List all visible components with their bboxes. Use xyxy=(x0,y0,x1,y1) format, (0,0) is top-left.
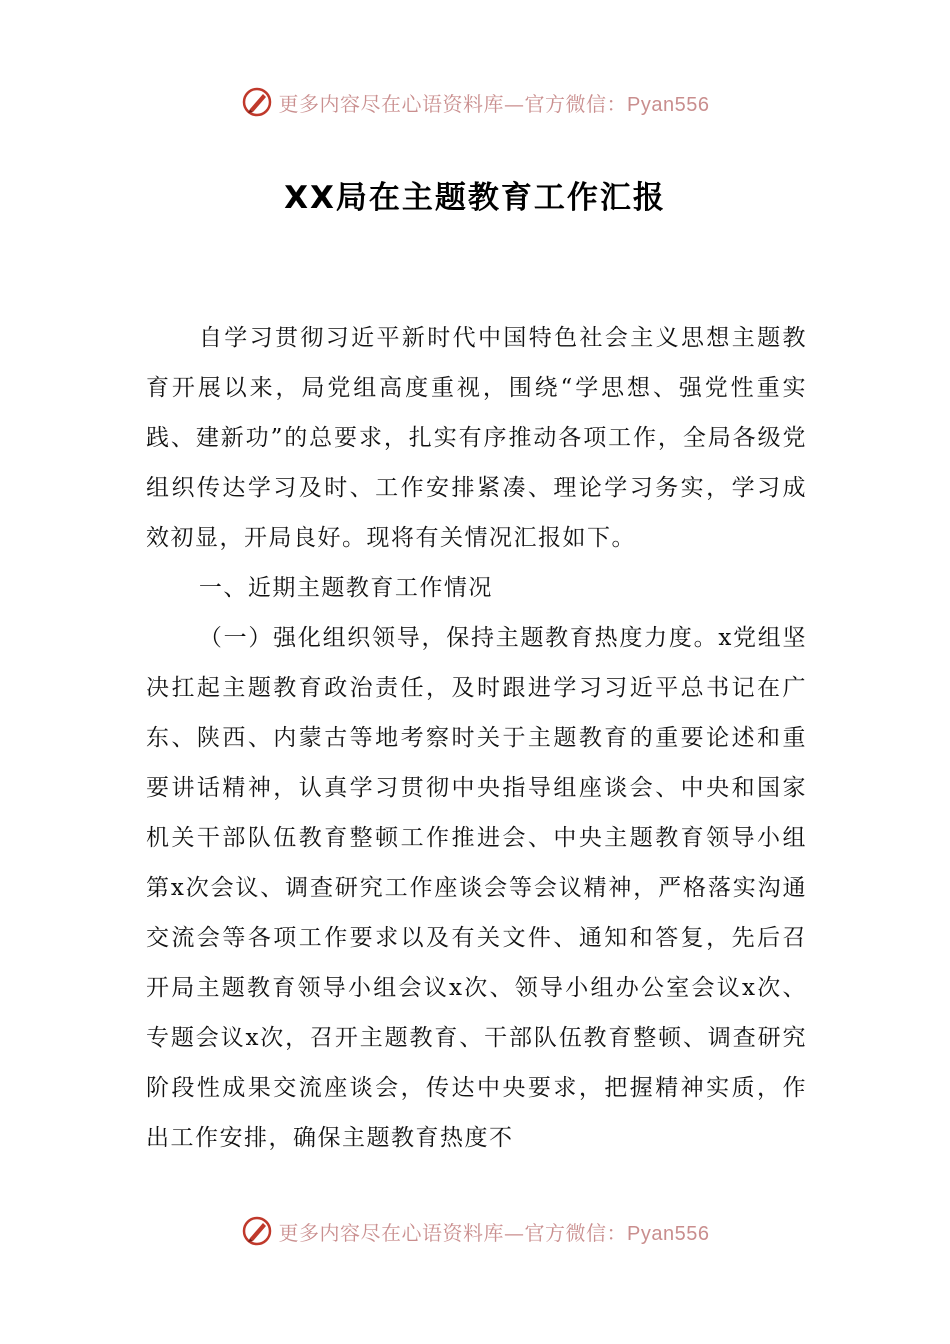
section-heading-1: 一、近期主题教育工作情况 xyxy=(198,575,493,601)
document-title: XX局在主题教育工作汇报 xyxy=(284,180,666,216)
pen-circle-logo-icon xyxy=(241,1215,273,1247)
pen-circle-logo-icon xyxy=(241,86,273,118)
paragraph-section-1-1: （一）强化组织领导，保持主题教育热度力度。x党组坚决扛起主题教育政治责任，及时跟进学习习近平总书记在广东、陕西、内蒙古等地考察时关于主题教育的重要论述和重要讲话精神，认真学习贯彻中央指导组座谈会、中央和国家机关干部队伍教育整顿工作推进会、中央主题教育领导小组第x次会议、调查研究工作座谈会等会议精神，严格落实沟通交流会等各项工作要求以及有关文件、通知和答复，先后召开局主题教育领导小组会议x次、领导小组办公室会议x次、专题会议x次，召开主题教育、干部队伍教育整顿、调查研究阶段性成果交流座谈会，传达中央要求，把握精神实质，作出工作安排，确保主题教育热度不 xyxy=(146,625,807,1151)
watermark-text: 更多内容尽在心语资料库—官方微信：Pyan556 xyxy=(278,1220,710,1245)
paragraph-intro: 自学习贯彻习近平新时代中国特色社会主义思想主题教育开展以来，局党组高度重视，围绕“学思想、强党性重实践、建新功”的总要求，扎实有序推动各项工作，全局各级党组织传达学习及时、工作安排紧凑、理论学习务实，学习成效初显，开局良好。现将有关情况汇报如下。 xyxy=(146,325,807,551)
watermark-text: 更多内容尽在心语资料库—官方微信：Pyan556 xyxy=(278,91,710,116)
watermark-banner-bottom xyxy=(0,1211,950,1251)
document-body xyxy=(146,313,807,1163)
wechat-id: Pyan556 xyxy=(627,1222,710,1245)
watermark-banner-top xyxy=(0,82,950,122)
wechat-id: Pyan556 xyxy=(627,93,710,116)
